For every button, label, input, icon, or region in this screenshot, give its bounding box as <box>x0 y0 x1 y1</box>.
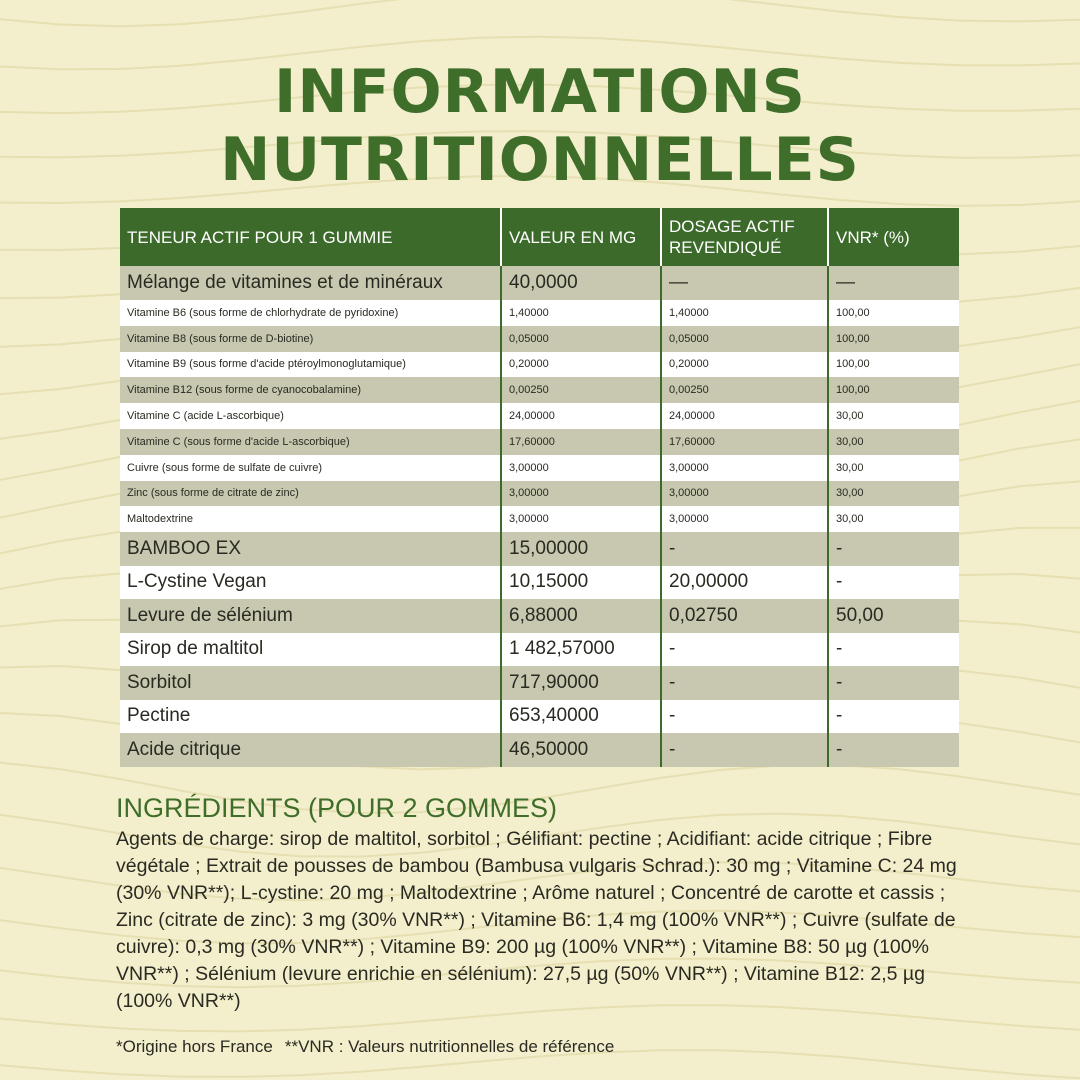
ingredients-text: Agents de charge: sirop de maltitol, sorbitol ; Gélifiant: pectine ; Acidifiant: acide citrique ; Fibre végétale ; Extrait de pousses de bambou (Bambusa vulgaris Schrad.): 30 mg ; Vitamine C: 24 mg (30% VNR**); L-cystine: 20 mg ; Maltodextrine ; Arôme naturel ; Concentré de carotte et cassis ; Zinc (citrate de zinc): 3 mg (30% VNR**) ; Vitamine B6: 1,4 mg (100% VNR**) ; Cuivre (sulfate de cuivre): 0,3 mg (30% VNR**) ; Vitamine B9: 200 µg (100% VNR**) ; Vitamine B8: 50 µg (100% VNR**) ; Sélénium (levure enrichie en sélénium): 27,5 µg (50% VNR**) ; Vitamine B12: 2,5 µg (100% VNR**) <box>116 828 957 1012</box>
cell-vnr: - <box>828 566 959 600</box>
cell-vnr: - <box>828 633 959 667</box>
cell-nutrient: Mélange de vitamines et de minéraux <box>120 266 501 300</box>
cell-claimed-dosage: 3,00000 <box>661 506 828 532</box>
cell-nutrient: Sorbitol <box>120 666 501 700</box>
header-active-content: TENEUR ACTIF POUR 1 GUMMIE <box>120 208 501 266</box>
cell-claimed-dosage: 0,05000 <box>661 326 828 352</box>
cell-vnr: 100,00 <box>828 300 959 326</box>
cell-claimed-dosage: - <box>661 733 828 767</box>
cell-value-mg: 15,00000 <box>501 532 661 566</box>
cell-nutrient: Acide citrique <box>120 733 501 767</box>
cell-nutrient: Vitamine B6 (sous forme de chlorhydrate de pyridoxine) <box>120 300 501 326</box>
cell-value-mg: 0,20000 <box>501 352 661 378</box>
cell-claimed-dosage: 24,00000 <box>661 403 828 429</box>
cell-value-mg: 3,00000 <box>501 455 661 481</box>
cell-value-mg: 1,40000 <box>501 300 661 326</box>
cell-value-mg: 40,0000 <box>501 266 661 300</box>
cell-vnr: - <box>828 532 959 566</box>
footnote-origin: *Origine hors France <box>116 1037 273 1056</box>
cell-nutrient: Vitamine C (acide L-ascorbique) <box>120 403 501 429</box>
page-title-line-2: NUTRITIONNELLES <box>220 125 860 195</box>
header-vnr-percent: VNR* (%) <box>828 208 959 266</box>
table-row <box>120 266 959 300</box>
header-value-mg: VALEUR EN MG <box>501 208 661 266</box>
page-title-line-1: INFORMATIONS <box>274 57 806 127</box>
cell-vnr: 30,00 <box>828 481 959 507</box>
cell-value-mg: 653,40000 <box>501 700 661 734</box>
cell-vnr: - <box>828 666 959 700</box>
cell-nutrient: Levure de sélénium <box>120 599 501 633</box>
cell-claimed-dosage: - <box>661 700 828 734</box>
cell-claimed-dosage: 3,00000 <box>661 481 828 507</box>
cell-nutrient: Sirop de maltitol <box>120 633 501 667</box>
table-row <box>120 506 959 532</box>
cell-vnr: — <box>828 266 959 300</box>
cell-claimed-dosage: 20,00000 <box>661 566 828 600</box>
cell-claimed-dosage: — <box>661 266 828 300</box>
cell-vnr: 100,00 <box>828 326 959 352</box>
cell-nutrient: Vitamine B9 (sous forme d'acide ptéroylmonoglutamique) <box>120 352 501 378</box>
cell-value-mg: 46,50000 <box>501 733 661 767</box>
cell-claimed-dosage: 3,00000 <box>661 455 828 481</box>
cell-vnr: 30,00 <box>828 429 959 455</box>
table-row <box>120 326 959 352</box>
table-row <box>120 403 959 429</box>
footnotes <box>116 1036 614 1058</box>
nutrition-table-body <box>120 266 959 767</box>
table-row <box>120 633 959 667</box>
cell-value-mg: 1 482,57000 <box>501 633 661 667</box>
cell-claimed-dosage: - <box>661 532 828 566</box>
cell-vnr: 100,00 <box>828 352 959 378</box>
cell-nutrient: Zinc (sous forme de citrate de zinc) <box>120 481 501 507</box>
cell-vnr: 30,00 <box>828 455 959 481</box>
cell-claimed-dosage: 17,60000 <box>661 429 828 455</box>
cell-value-mg: 0,00250 <box>501 377 661 403</box>
cell-claimed-dosage: 0,02750 <box>661 599 828 633</box>
table-row <box>120 300 959 326</box>
cell-value-mg: 10,15000 <box>501 566 661 600</box>
ingredients-title: INGRÉDIENTS (POUR 2 GOMMES) <box>116 793 558 823</box>
table-row <box>120 733 959 767</box>
table-row <box>120 377 959 403</box>
cell-value-mg: 17,60000 <box>501 429 661 455</box>
cell-vnr: 100,00 <box>828 377 959 403</box>
nutrition-table <box>120 208 959 767</box>
cell-claimed-dosage: 0,00250 <box>661 377 828 403</box>
cell-claimed-dosage: - <box>661 666 828 700</box>
cell-vnr: - <box>828 700 959 734</box>
cell-nutrient: BAMBOO EX <box>120 532 501 566</box>
cell-vnr: 30,00 <box>828 403 959 429</box>
cell-value-mg: 717,90000 <box>501 666 661 700</box>
table-header-row <box>120 208 959 266</box>
cell-nutrient: Cuivre (sous forme de sulfate de cuivre) <box>120 455 501 481</box>
header-claimed-dosage: DOSAGE ACTIF REVENDIQUÉ <box>661 208 828 266</box>
table-row <box>120 481 959 507</box>
table-row <box>120 700 959 734</box>
cell-value-mg: 24,00000 <box>501 403 661 429</box>
table-row <box>120 666 959 700</box>
cell-claimed-dosage: 0,20000 <box>661 352 828 378</box>
cell-vnr: 50,00 <box>828 599 959 633</box>
table-row <box>120 429 959 455</box>
cell-value-mg: 0,05000 <box>501 326 661 352</box>
table-row <box>120 455 959 481</box>
cell-value-mg: 6,88000 <box>501 599 661 633</box>
table-row <box>120 352 959 378</box>
table-row <box>120 532 959 566</box>
cell-claimed-dosage: 1,40000 <box>661 300 828 326</box>
cell-vnr: - <box>828 733 959 767</box>
cell-nutrient: Vitamine B12 (sous forme de cyanocobalamine) <box>120 377 501 403</box>
cell-value-mg: 3,00000 <box>501 481 661 507</box>
cell-nutrient: Vitamine B8 (sous forme de D-biotine) <box>120 326 501 352</box>
cell-value-mg: 3,00000 <box>501 506 661 532</box>
cell-claimed-dosage: - <box>661 633 828 667</box>
footnote-vnr: **VNR : Valeurs nutritionnelles de référence <box>284 1037 615 1056</box>
cell-nutrient: Vitamine C (sous forme d'acide L-ascorbique) <box>120 429 501 455</box>
cell-vnr: 30,00 <box>828 506 959 532</box>
cell-nutrient: Pectine <box>120 700 501 734</box>
cell-nutrient: L-Cystine Vegan <box>120 566 501 600</box>
cell-nutrient: Maltodextrine <box>120 506 501 532</box>
table-row <box>120 566 959 600</box>
table-row <box>120 599 959 633</box>
